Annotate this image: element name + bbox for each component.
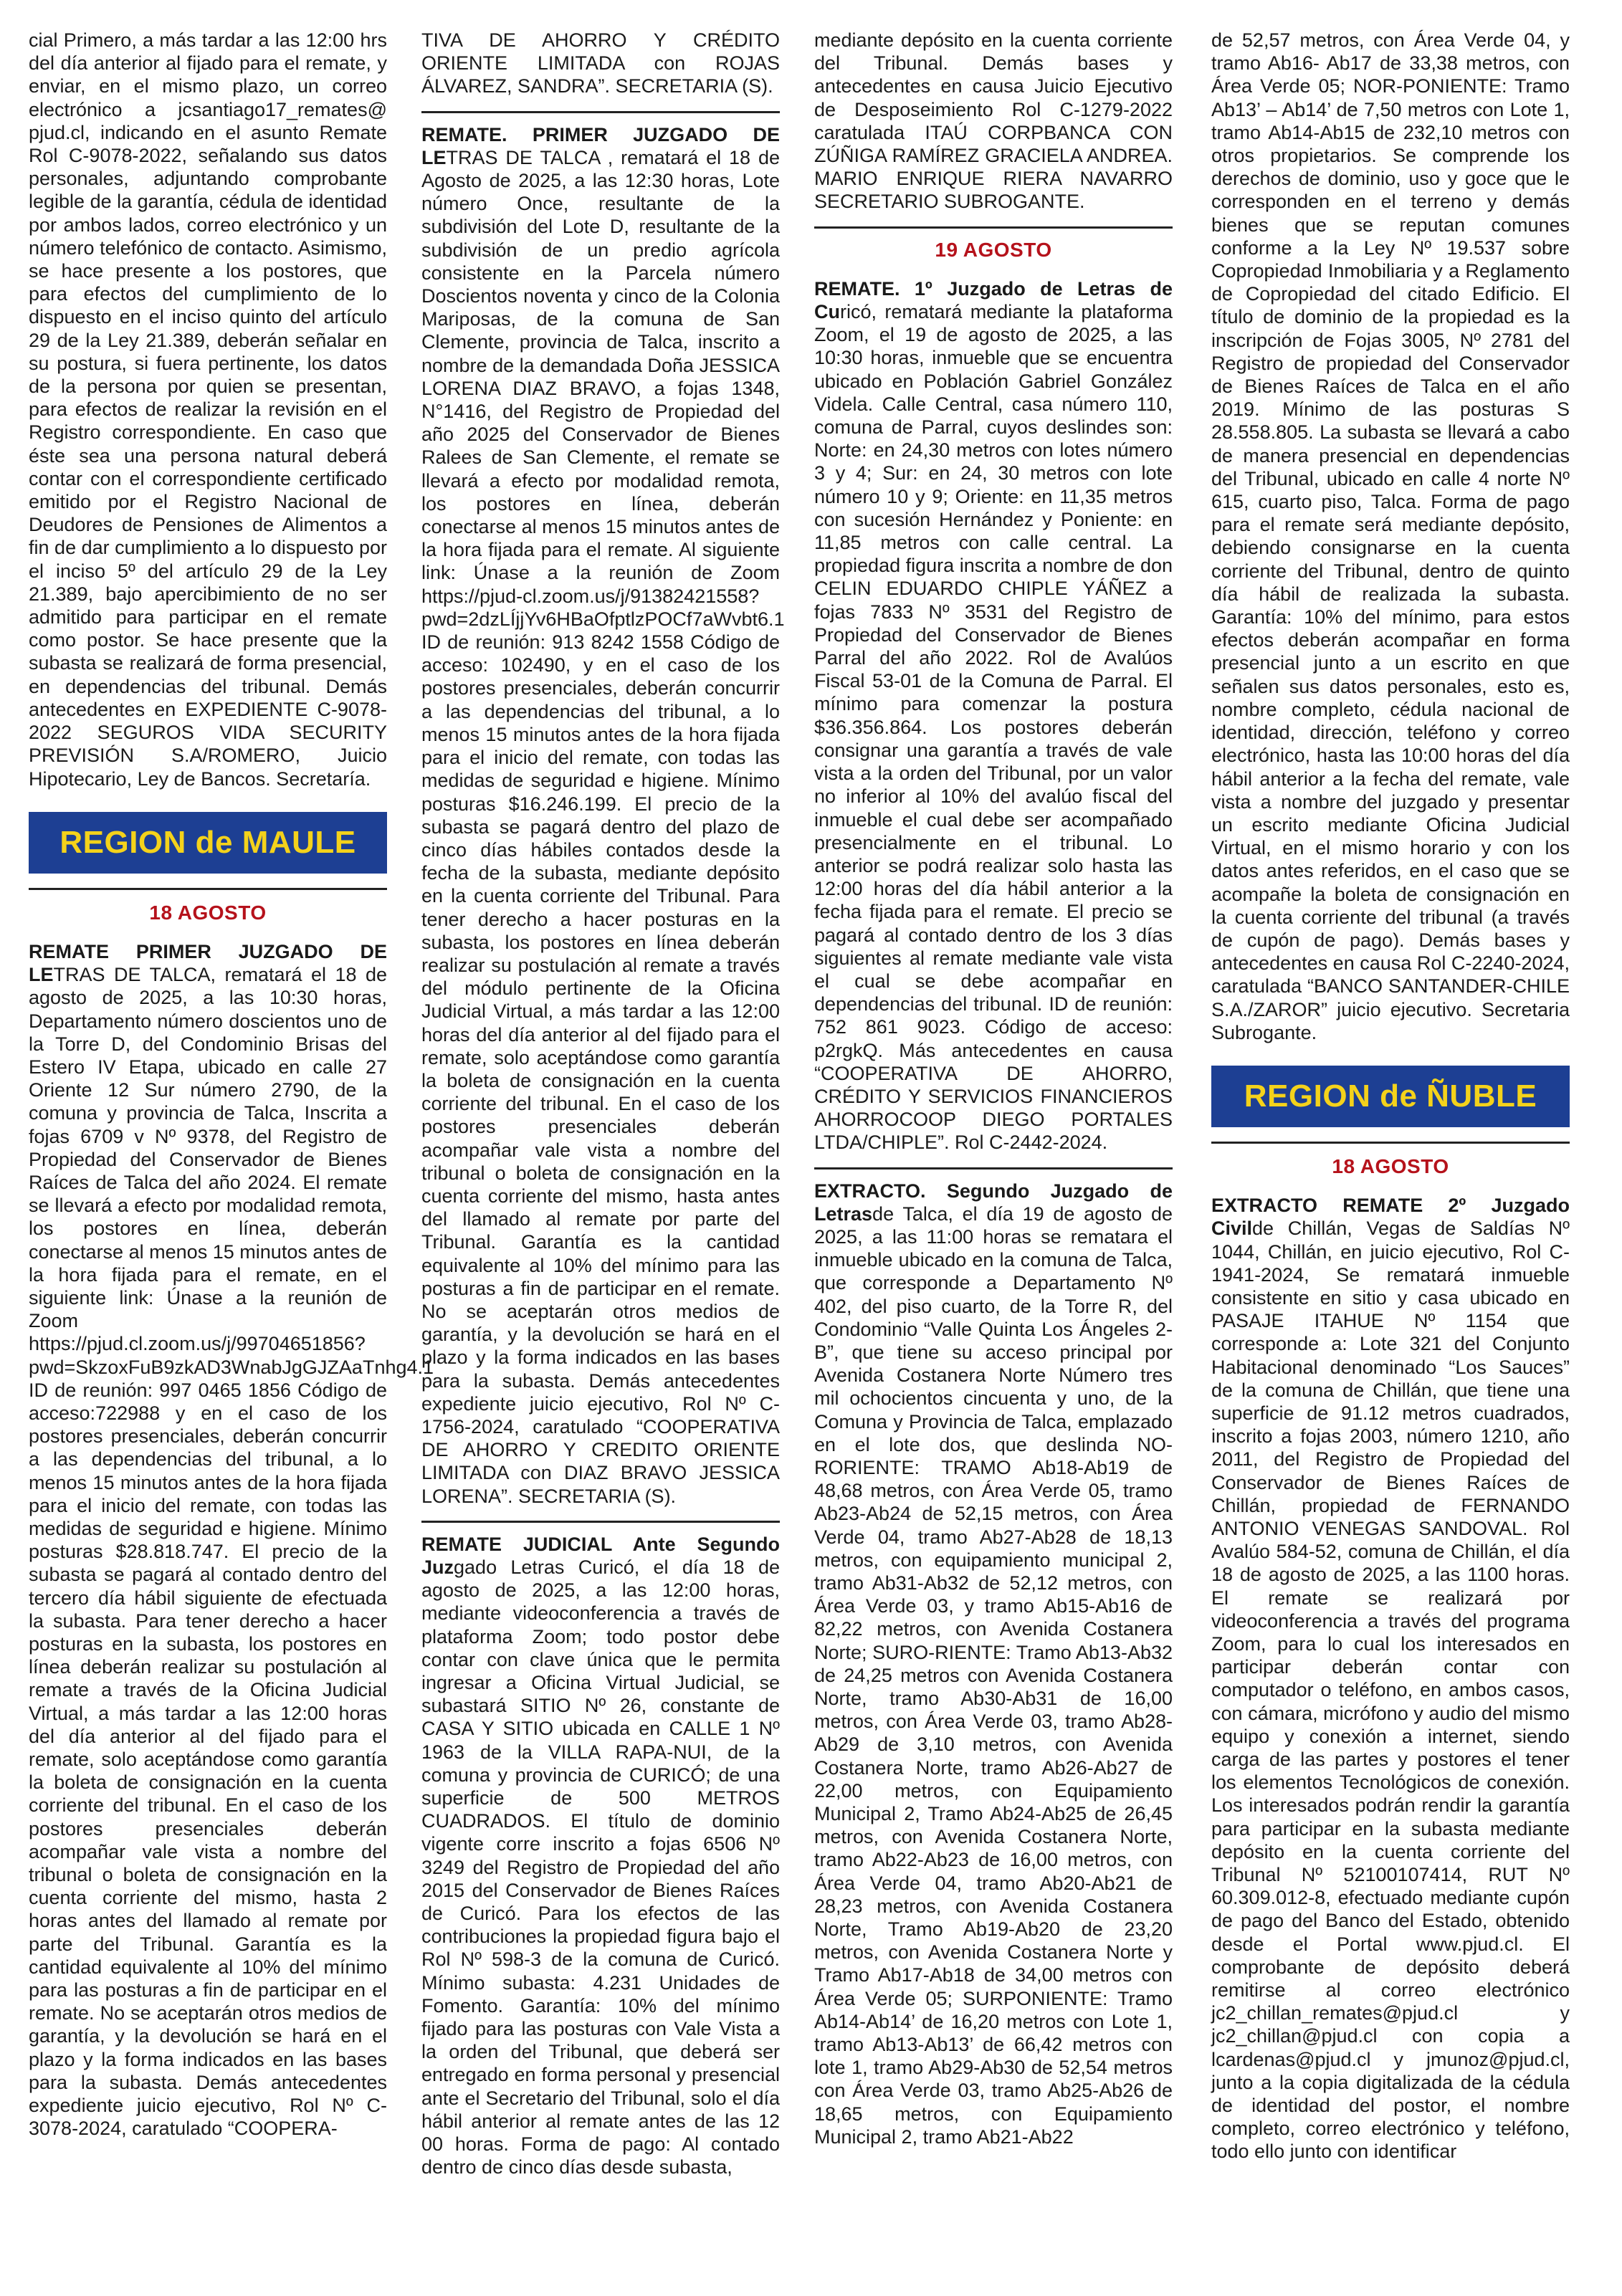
column-1 [29, 29, 434, 2296]
divider [814, 1167, 1173, 1169]
notice-body [814, 1180, 1173, 2149]
notice-lead: REMATE PRIMER JUZGADO DE LE [29, 940, 387, 986]
column-4 [1211, 29, 1570, 2296]
divider [29, 888, 387, 890]
region-banner-maule: REGION de MAULE [29, 812, 387, 874]
divider [1211, 1142, 1570, 1144]
notice-body [29, 940, 434, 2140]
notice-text: gado Letras Curicó, el día 18 de agosto de 2025, a las 12:00 horas, mediante videoconferencia a través de plataforma Zoom; todo postor debe contar con clave única que le permita ingresar a Oficina Virtual Judicial, se subastará SITIO Nº 26, constante de CASA Y SITIO ubicada en CALLE 1 Nº 1963 de la VILLA RAPA-NUI, de la comuna y provincia de CURICÓ; de una superficie de 500 METROS CUADRADOS. El título de dominio vigente corre inscrito a fojas 6506 Nº 3249 del Registro de Propiedad del año 2015 del Conservador de Bienes Raíces de Curicó. Para los efectos de las contribuciones la propiedad figura bajo el Rol Nº 598-3 de la comuna de Curicó. Mínimo subasta: 4.231 Unidades de Fomento. Garantía: 10% del mínimo fijado para las posturas con Vale Vista a la orden del Tribunal, que deberá ser entregado en forma personal y presencial ante el Secretario del Tribunal, solo el día hábil anterior al remate antes de las 12 00 horas. Forma de pago: Al contado dentro de cinco días desde subasta, [421, 1556, 780, 2178]
notice-lead: REMATE. 1º Juzgado de Letras de Cu [814, 277, 1173, 323]
notice-lead: EXTRACTO. Segundo Juzgado de Letras [814, 1180, 1173, 1225]
region-banner-nuble: REGION de ÑUBLE [1211, 1066, 1570, 1127]
notice-lead: EXTRACTO REMATE 2º Juzgado Civil [1211, 1195, 1570, 1240]
notice-body [421, 1533, 780, 2179]
notice-body [1211, 1194, 1570, 2163]
notice-text: TRAS DE TALCA, rematará el 18 de agosto de 2025, a las 10:30 horas, Departamento número doscientos uno de la Torre D, del Condominio Brisas del Estero IV Etapa, ubicado en calle 27 Oriente 12 Sur número 2790, de la comuna y provincia de Talca, Inscrita a fojas 6709 v Nº 9378, del Registro de Propiedad del Conservador de Bienes Raíces de Talca del año 2024. El remate se llevará a efecto por modalidad remota, los postores en línea, deberán conectarse al menos 15 minutos antes de la hora fijada para el remate, en el siguiente link: Únase a la reunión de Zoom https://pjud.cl.zoom.us/j/99704651856?pwd=SkzoxFuB9zkAD3WnabJgGJZAaTnhg4.1 ID de reunión: 997 0465 1856 Código de acceso:722988 y en el caso de los postores presenciales, deberán concurrir a las dependencias del tribunal, a lo menos 15 minutos antes de la hora fijada para el inicio del remate, con todas las medidas de seguridad e higiene. Mínimo posturas $28.818.747. El precio de la subasta se pagará al contado dentro del tercero día hábil siguiente de efectuada la subasta. Para tener derecho a hacer posturas en la subasta, los postores en línea deberán realizar su postulación al remate a través de la Oficina Judicial Virtual, a más tardar a las 12:00 horas del día anterior al del fijado para el remate, solo aceptándose como garantía la boleta de consignación en la cuenta corriente del tribunal. En el caso de los postores presenciales deberán acompañar vale vista a nombre del tribunal o boleta de consignación en la cuenta corriente del mismo, hasta 2 horas antes del llamado al remate por parte del Tribunal. Garantía es la cantidad equivalente al 10% del mínimo para las posturas a fin de participar en el remate. No se aceptarán otros medios de garantía, y la devolución se hará en el plazo y la forma indicados en las bases para la subasta. Demás antecedentes expediente juicio ejecutivo, Rol Nº C-3078-2024, caratulado “COOPERA- [29, 964, 434, 2140]
notice-continuation: cial Primero, a más tardar a las 12:00 hrs del día anterior al fijado para el remate, y enviar, en el mismo plazo, un correo electrónico a jcsantiago17_remates@ pjud.cl, indicando en el asunto Remate Rol C-9078-2022, señalando sus datos personales, adjuntando comprobante legible de la garantía, cédula de identidad por ambos lados, correo electrónico y un número telefónico de contacto. Asimismo, se hace presente a los postores, que para efectos del cumplimiento de lo dispuesto en el inciso quinto del artículo 29 de la Ley 21.389, deberán señalar en su postura, si fuera pertinente, los datos de la persona por quien se presentan, para efectos de realizar la revisión en el Registro correspondiente. En caso que éste sea una persona natural deberá contar con el correspondiente certificado emitido por el Registro Nacional de Deudores de Pensiones de Alimentos a fin de dar cumplimiento a lo dispuesto por el inciso 5º del artículo 29 de la Ley 21.389, bajo apercibimiento de no ser admitido para participar en el remate como postor. Se hace presente que la subasta se realizará de forma presencial, en dependencias del tribunal. Demás antecedentes en EXPEDIENTE C-9078-2022 SEGUROS VIDA SECURITY PREVISIÓN S.A/ROMERO, Juicio Hipotecario, Ley de Bancos. Secretaría. [29, 29, 387, 790]
notice-text: de Talca, el día 19 de agosto de 2025, a las 11:00 horas se rematara el inmueble ubicado en la comuna de Talca, que corresponde a Departamento Nº 402, del piso cuarto, de la Torre R, del Condominio “Valle Quinta Los Ángeles 2-B”, que tiene su acceso principal por Avenida Costanera Norte Número tres mil ochocientos cincuenta y uno, de la Comuna y Provincia de Talca, emplazado en el lote dos, que deslinda NO-RORIENTE: TRAMO Ab18-Ab19 de 48,68 metros, con Área Verde 05, tramo Ab23-Ab24 de 52,15 metros, con Área Verde 04, tramo Ab27-Ab28 de 18,13 metros, con equipamiento municipal 2, tramo Ab31-Ab32 de 52,12 metros, con Área Verde 03, y tramo Ab15-Ab16 de 82,22 metros, con Avenida Costanera Norte; SURO-RIENTE: Tramo Ab13-Ab32 de 24,25 metros con Avenida Costanera Norte, tramo Ab30-Ab31 de 16,00 metros, con Área Verde 03, tramo Ab28-Ab29 de 3,10 metros, con Avenida Costanera Norte, tramo Ab26-Ab27 de 22,00 metros, con Equipamiento Municipal 2, Tramo Ab24-Ab25 de 26,45 metros, con Avenida Costanera Norte, tramo Ab22-Ab23 de 16,00 metros, con Área Verde 04, tramo Ab20-Ab21 de 28,23 metros, con Avenida Costanera Norte, Tramo Ab19-Ab20 de 23,20 metros, con Avenida Costanera Norte y Tramo Ab17-Ab18 de 34,00 metros con Área Verde 05; SURPONIENTE: Tramo Ab14-Ab14’ de 16,20 metros con Lote 1, tramo Ab13-Ab13’ de 66,42 metros con lote 1, tramo Ab29-Ab30 de 52,54 metros con Área Verde 03, tramo Ab25-Ab26 de 18,65 metros, con Equipamiento Municipal 2, tramo Ab21-Ab22 [814, 1202, 1173, 2148]
notice-text: de Chillán, Vegas de Saldías Nº 1044, Chillán, en juicio ejecutivo, Rol C-1941-2024, Se rematará inmueble consistente en sitio y casa ubicado en PASAJE ITAHUE Nº 1154 que corresponde a: Lote 321 del Conjunto Habitacional denominado “Los Sauces” de la comuna de Chillán, que tiene una superficie de 91.12 metros cuadrados, inscrito a fojas 2003, número 1210, año 2011, del Registro de Propiedad del Conservador de Bienes Raíces de Chillán, propiedad de FERNANDO ANTONIO VENEGAS SANDOVAL. Rol Avalúo 584-52, comuna de Chillán, el día 18 de agosto de 2025, a las 1100 horas. El remate se realizará por videoconferencia a través del programa Zoom, para lo cual los interesados en participar deberán contar con computador o teléfono, en ambos casos, con cámara, micrófono y audio del mismo equipo y conexión a internet, siendo carga de las partes y postores el tener los elementos Tecnológicos de conexión. Los interesados podrán rendir la garantía para participar en la subasta mediante depósito en la cuenta corriente del Tribunal Nº 52100107414, RUT Nº 60.309.012-8, efectuado mediante cupón de pago del Banco del Estado, obtenido desde el Portal www.pjud.cl. El comprobante de depósito deberá remitirse al correo electrónico jc2_chillan_remates@pjud.cl y jc2_chillan@pjud.cl con copia a lcardenas@pjud.cl y jmunoz@pjud.cl, junto a la copia digitalizada de la cédula de identidad del postor, el nombre completo, correo electrónico y teléfono, todo ello junto con identificar [1211, 1218, 1570, 2163]
divider [421, 1521, 780, 1523]
notice-continuation: TIVA DE AHORRO Y CRÉDITO ORIENTE LIMITADA con ROJAS ÁLVAREZ, SANDRA”. SECRETARIA (S). [421, 29, 780, 97]
divider [814, 226, 1173, 229]
notice-continuation: mediante depósito en la cuenta corriente del Tribunal. Demás bases y antecedentes en causa Juicio Ejecutivo de Desposeimiento Rol C-1279-2022 caratulada ITAÚ CORPBANCA CON ZÚÑIGA RAMÍREZ GRACIELA ANDREA. MARIO ENRIQUE RIERA NAVARRO SECRETARIO SUBROGANTE. [814, 29, 1173, 213]
notice-body [814, 277, 1173, 1154]
section-date: 18 AGOSTO [1332, 1154, 1449, 1177]
column-3 [814, 29, 1173, 2296]
section-date: 18 AGOSTO [149, 901, 267, 924]
notice-lead: REMATE. PRIMER JUZGADO DE LE [421, 123, 780, 168]
notice-body [421, 123, 785, 1508]
divider [421, 111, 780, 113]
notice-text: ricó, rematará mediante la plataforma Zoom, el 19 de agosto de 2025, a las 10:30 horas, inmueble que se encuentra ubicado en Población Gabriel González Videla. Calle Central, casa número 110, comuna de Parral, cuyos deslindes son: Norte: en 24,30 metros con lotes número 3 y 4; Sur: en 24, 30 metros con lote número 10 y 9; Oriente: en 11,35 metros con sucesión Hernández y Poniente: en 11,85 metros con calle central. La propiedad figura inscrita a nombre de don CELIN EDUARDO CHIPLE YÁÑEZ a fojas 7833 Nº 3531 del Registro de Propiedad del Conservador de Bienes Parral del año 2022. Rol de Avalúos Fiscal 53-01 de la Comuna de Parral. El mínimo para comenzar la postura $36.356.864. Los postores deberán consignar una garantía a través de vale vista a la orden del Tribunal, por un valor no inferior al 10% del avalúo fiscal del inmueble el cual debe ser acompañado presencialmente en el tribunal. Lo anterior se podrá realizar solo hasta las 12:00 horas del día hábil anterior a la fecha fijada para el remate. El precio se pagará al contado dentro de los 3 días siguientes al remate mediante vale vista el cual se debe acompañar en dependencias del tribunal. ID de reunión: 752 861 9023. Código de acceso: p2rgkQ. Más antecedentes en causa “COOPERATIVA DE AHORRO, CRÉDITO Y SERVICIOS FINANCIEROS AHORROCOOP DIEGO PORTALES LTDA/CHIPLE”. Rol C-2442-2024. [814, 301, 1173, 1154]
notice-continuation: de 52,57 metros, con Área Verde 04, y tramo Ab16- Ab17 de 33,38 metros, con Área Verde 05; NOR-PONIENTE: Tramo Ab13’ – Ab14’ de 7,50 metros con Lote 1, tramo Ab14-Ab15 de 232,10 metros con otros propietarios. Se comprende los derechos de dominio, uso y goce que le corresponden en el terreno y demás bienes que se reputan comunes conforme a la Ley Nº 19.537 sobre Copropiedad Inmobiliaria y a Reglamento de Copropiedad del citado Edificio. El título de dominio de la propiedad es la inscripción de Fojas 3005, Nº 2781 del Registro de propiedad del Conservador de Bienes Raíces de Talca en el año 2019. Mínimo de las posturas S 28.558.805. La subasta se llevará a cabo de manera presencial en dependencias del Tribunal, ubicado en calle 4 norte Nº 615, cuarto piso, Talca. Forma de pago para el remate será mediante depósito, debiendo consignarse en la cuenta corriente del Tribunal, dentro de quinto día hábil de realizada la subasta. Garantía: 10% del mínimo, para estos efectos deberán acompañar en forma presencial junto a un escrito en que señalen sus datos personales, esto es, nombre completo, cédula nacional de identidad, dirección, teléfono y correo electrónico, hasta las 10:00 horas del día hábil anterior a la fecha del remate, vale vista a nombre del juzgado y presentar un escrito mediante Oficina Judicial Virtual, en el mismo horario y con los datos antes referidos, en el caso que se acompañe la boleta de consignación en la cuenta corriente del tribunal (a través de cupón de pago). Demás bases y antecedentes en causa Rol C-2240-2024, caratulada “BANCO SANTANDER-CHILE S.A./ZAROR” juicio ejecutivo. Secretaria Subrogante. [1211, 29, 1570, 1043]
column-2 [421, 29, 785, 2296]
notice-text: TRAS DE TALCA , rematará el 18 de Agosto de 2025, a las 12:30 horas, Lote número Once, resultante de la subdivisión del Lote D, resultante de la subdivisión de un predio agrícola consistente en la Parcela número Doscientos noventa y cinco de la Colonia Mariposas, de la comuna de San Clemente, provincia de Talca, inscrito a nombre de la demandada Doña JESSICA LORENA DIAZ BRAVO, a fojas 1348, N°1416, del Registro de Propiedad del año 2025 del Conservador de Bienes Ralees de San Clemente, el remate se llevará a efecto por modalidad remota, los postores en línea, deberán conectarse al menos 15 minutos antes de la hora fijada para el remate. Al siguiente link: Únase a la reunión de Zoom https://pjud-cl.zoom.us/j/91382421558?pwd=2dzLÍjjYv6HBaOfptlzPOCf7aWvbt6.1 ID de reunión: 913 8242 1558 Código de acceso: 102490, y en el caso de los postores presenciales, deberán concurrir a las dependencias del tribunal, a lo menos 15 minutos antes de la hora fijada para el inicio del remate, con todas las medidas de seguridad e higiene. Mínimo posturas $16.246.199. El precio de la subasta se pagará dentro del plazo de cinco días hábiles contados desde la fecha de la subasta, mediante depósito en la cuenta corriente del Tribunal. Para tener derecho a hacer posturas en la subasta, los postores en línea deberán realizar su postulación al remate a través del módulo pertinente de la Oficina Judicial Virtual, a más tardar a las 12:00 horas del día anterior al del fijado para el remate, solo aceptándose como garantía la boleta de consignación en la cuenta corriente del tribunal. En el caso de los postores presenciales deberán acompañar vale vista a nombre del tribunal o boleta de consignación en la cuenta corriente del mismo, hasta antes del llamado al remate por parte del Tribunal. Garantía es la cantidad equivalente al 10% del mínimo para las posturas a fin de participar en el remate. No se aceptarán otros medios de garantía, y la devolución se hará en el plazo y la forma indicados en las bases para la subasta. Demás antecedentes expediente juicio ejecutivo, Rol Nº C-1756-2024, caratulado “COOPERATIVA DE AHORRO Y CREDITO ORIENTE LIMITADA con DIAZ BRAVO JESSICA LORENA”. SECRETARIA (S). [421, 146, 785, 1507]
section-date: 19 AGOSTO [935, 238, 1052, 261]
notice-lead: REMATE JUDICIAL Ante Segundo Juz [421, 1533, 780, 1578]
